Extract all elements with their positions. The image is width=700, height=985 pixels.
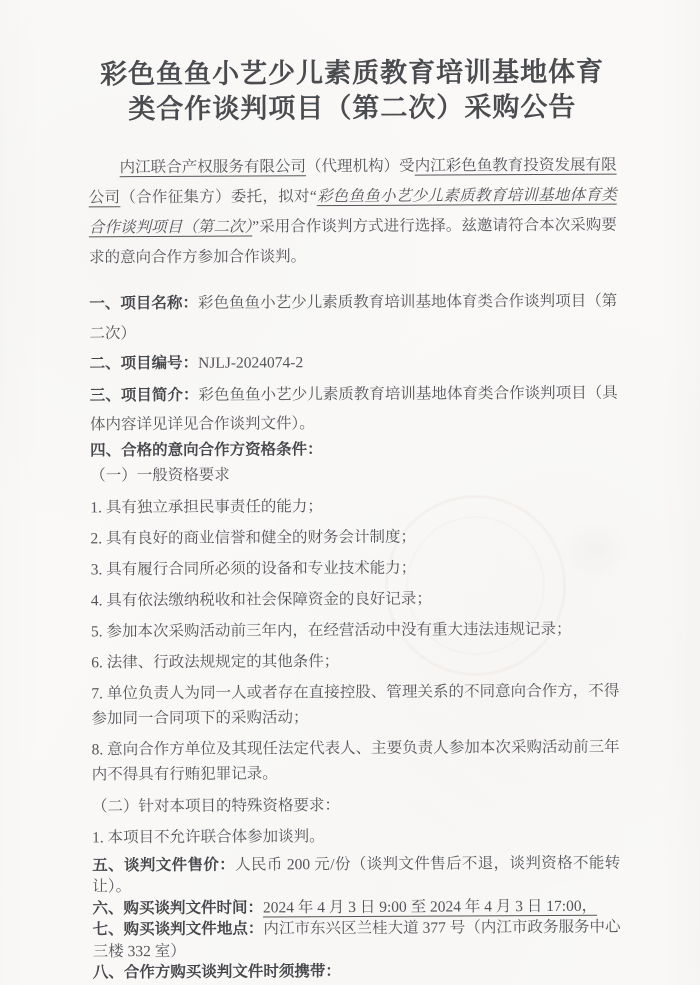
section-purchase-time-value: 2024 年 4 月 3 日 9:00 至 2024 年 4 月 3 日 17:00，	[262, 897, 598, 916]
general-requirements-list	[90, 492, 620, 787]
agency-role: （代理机构）受	[305, 157, 415, 176]
requirement-item-4: 4. 具有依法缴纳税收和社会保障资金的良好记录；	[90, 590, 432, 609]
section-purchase-time	[92, 895, 620, 919]
document-title	[88, 55, 616, 128]
requirement-item-5: 5. 参加本次采购活动前三年内，在经营活动中没有重大违法违规记录；	[90, 620, 572, 640]
section-required-documents-heading	[93, 960, 621, 984]
section-qualification-heading-label: 四、合格的意向合作方资格条件：	[90, 440, 323, 459]
section-document-price	[92, 852, 620, 898]
intro-paragraph	[89, 151, 618, 274]
section-required-documents-label: 八、合作方购买谈判文件时须携带：	[92, 963, 341, 982]
section-project-name-value: 彩色鱼鱼小艺少儿素质教育培训基地体育类合作谈判项目（第二次）	[89, 292, 618, 342]
agency-name: 内江联合产权服务有限公司	[119, 158, 306, 177]
section-project-summary-value: 彩色鱼鱼小艺少儿素质教育培训基地体育类合作谈判项目（具体内容详见详见合作谈判文件）。	[89, 384, 618, 433]
requirement-item-6: 6. 法律、行政法规规定的其他条件；	[91, 652, 340, 671]
section-qualification-heading	[90, 436, 618, 462]
special-requirements-heading: （二）针对本项目的特殊资格要求：	[91, 796, 340, 815]
intro-closing: ”采用合作谈判方式进行选择。兹邀请符合本次采购要求的意向合作方参加合作谈判。	[89, 216, 617, 267]
section-project-number	[90, 346, 618, 379]
document-title-line1: 彩色鱼鱼小艺少儿素质教育培训基地体育	[100, 56, 605, 90]
requirement-item-8: 8. 意向合作方单位及其现任法定代表人、主要负责人参加本次采购活动前三年内不得具有行贿犯罪记录。	[91, 738, 620, 783]
section-document-price-value: 人民币 200 元/份（谈判文件售后不退，谈判资格不能转让）。	[92, 854, 621, 896]
special-requirement-item-1: 1. 本项目不允许联合体参加谈判。	[92, 827, 325, 846]
client-name: 内江彩色鱼教育投资发展有限公司	[88, 156, 617, 207]
purchase-info-block	[92, 852, 621, 984]
section-project-number-label: 二、项目编号：	[89, 354, 199, 372]
document-title-line2: 类合作谈判项目（第二次）采购公告	[128, 91, 577, 125]
section-project-summary-label: 三、项目简介：	[89, 386, 199, 404]
section-project-name	[89, 286, 617, 349]
requirement-item-3: 3. 具有履行合同所必须的设备和专业技术能力；	[90, 559, 417, 578]
project-name: 彩色鱼鱼小艺少儿素质教育培训基地体育类合作谈判项目（第二次）	[88, 186, 617, 237]
section-purchase-location	[93, 917, 621, 963]
requirement-item-7: 7. 单位负责人为同一人或者存在直接控股、管理关系的不同意向合作方，不得参加同一合同项下的采购活动；	[91, 682, 620, 727]
document-body	[88, 55, 621, 984]
section-project-name-label: 一、项目名称：	[89, 294, 199, 312]
section-project-summary	[90, 378, 618, 439]
requirement-item-2: 2. 具有良好的商业信誉和健全的财务会计制度；	[90, 528, 417, 547]
client-role: （合作征集方）委托，拟对“	[120, 188, 317, 207]
section-document-price-label: 五、谈判文件售价：	[92, 856, 236, 874]
section-purchase-location-value: 内江市东兴区兰桂大道 377 号（内江市政务服务中心三楼 332 室）	[92, 918, 621, 960]
section-purchase-location-label: 七、购买谈判文件地点：	[92, 920, 264, 939]
section-project-number-value: NJLJ-2024074-2	[198, 353, 304, 372]
general-requirements-heading: （一）一般资格要求	[90, 466, 230, 484]
requirement-item-1: 1. 具有独立承担民事责任的能力；	[90, 497, 323, 516]
section-purchase-time-label: 六、购买谈判文件时间：	[92, 898, 264, 917]
